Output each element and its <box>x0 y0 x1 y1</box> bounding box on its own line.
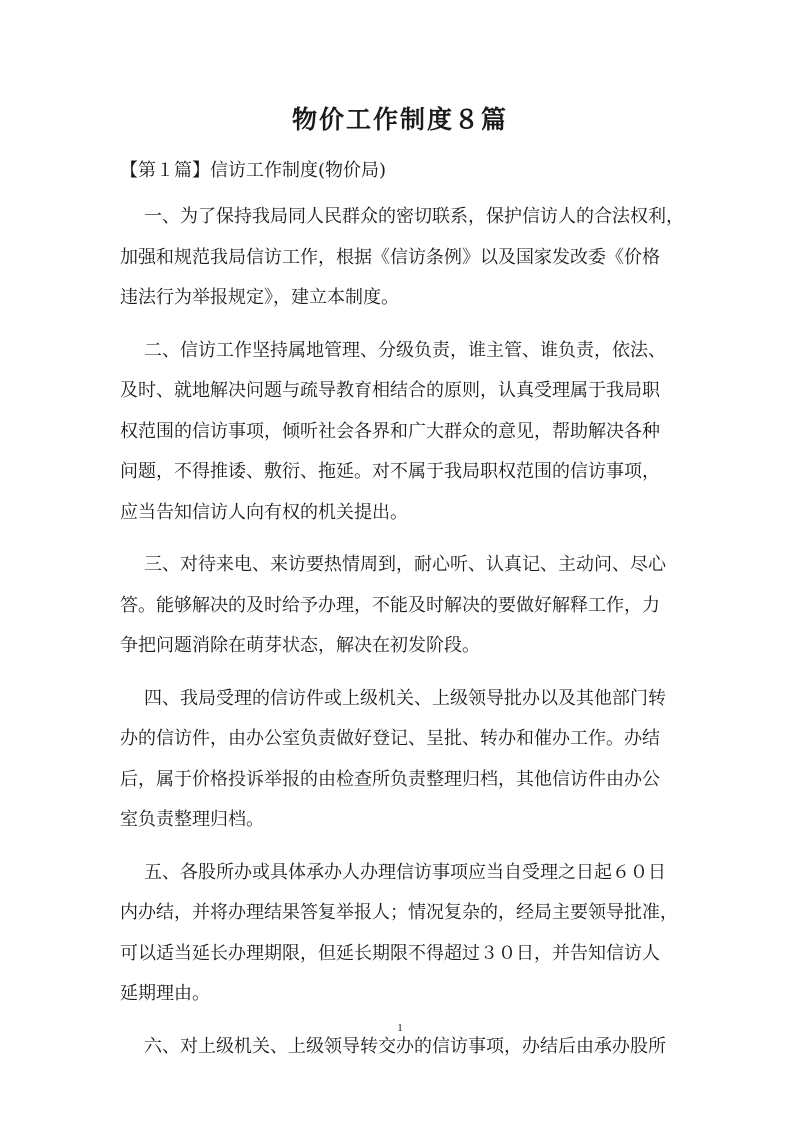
paragraph-line: 三、对待来电、来访要热情周到，耐心听、认真记、主动问、尽心 <box>144 554 666 575</box>
paragraph-line: 问题，不得推诿、敷衍、拖延。对不属于我局职权范围的信访事项， <box>120 461 660 482</box>
paragraph-line: 一、为了保持我局同人民群众的密切联系，保护信访人的合法权利， <box>144 206 684 227</box>
section-heading: 【第１篇】信访工作制度(物价局) <box>120 160 387 181</box>
paragraph-line: 六、对上级机关、上级领导转交办的信访事项，办结后由承办股所 <box>144 1035 666 1057</box>
paragraph-line: 室负责整理归档。 <box>120 809 264 830</box>
paragraph-line: 四、我局受理的信访件或上级机关、上级领导批办以及其他部门转 <box>144 687 666 709</box>
paragraph-line: 内办结，并将办理结果答复举报人；情况复杂的，经局主要领导批准， <box>120 902 678 923</box>
paragraph-line: 延期理由。 <box>120 983 210 1004</box>
paragraph-2 <box>120 331 685 534</box>
paragraph-line: 加强和规范我局信访工作，根据《信访条例》以及国家发改委《价格 <box>120 246 660 268</box>
paragraph-line: 五、各股所办或具体承办人办理信访事项应当自受理之日起６０日 <box>144 861 666 883</box>
paragraph-line: 二、信访工作坚持属地管理、分级负责，谁主管、谁负责，依法、 <box>144 339 666 361</box>
paragraph-line: 权范围的信访事项，倾听社会各界和广大群众的意见，帮助解决各种 <box>120 420 660 442</box>
paragraph-line: 后，属于价格投诉举报的由检查所负责整理归档，其他信访件由办公 <box>120 768 660 790</box>
paragraph-line: 应当告知信访人向有权的机关提出。 <box>120 501 408 523</box>
paragraph-1 <box>120 197 685 319</box>
paragraph-line: 答。能够解决的及时给予办理，不能及时解决的要做好解释工作，力 <box>120 594 660 616</box>
paragraph-line: 及时、就地解决问题与疏导教育相结合的原则，认真受理属于我局职 <box>120 380 660 401</box>
paragraph-line: 可以适当延长办理期限，但延长期限不得超过３０日，并告知信访人 <box>120 942 660 964</box>
paragraph-5 <box>120 853 685 1015</box>
document-title: 物价工作制度８篇 <box>291 105 508 134</box>
page-number: 1 <box>397 1022 403 1034</box>
document-body <box>120 197 685 1079</box>
paragraph-3 <box>120 545 685 667</box>
paragraph-4 <box>120 679 685 841</box>
paragraph-line: 违法行为举报规定》，建立本制度。 <box>120 287 399 308</box>
paragraph-line: 争把问题消除在萌芽状态，解决在初发阶段。 <box>120 635 480 656</box>
paragraph-line: 办的信访件，由办公室负责做好登记、呈批、转办和催办工作。办结 <box>120 728 660 749</box>
